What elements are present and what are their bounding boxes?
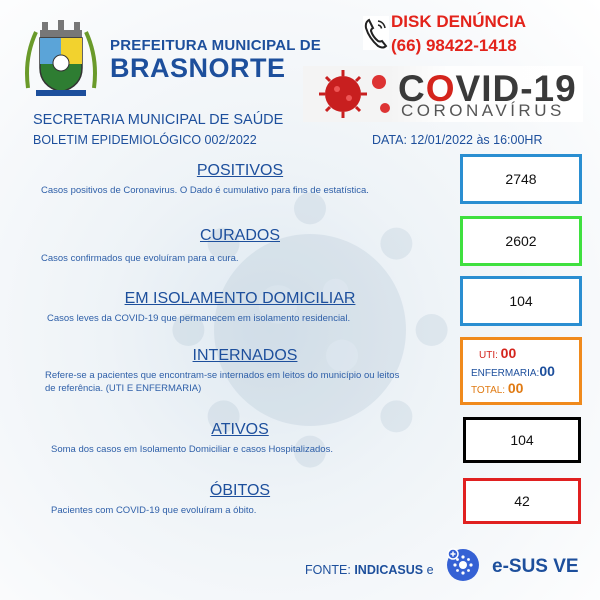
background-virus-illustration [150, 170, 470, 490]
obitos-description: Pacientes com COVID-19 que evoluíram a óbito. [51, 505, 257, 516]
fonte-credit [305, 563, 434, 577]
covid-letter-c: C [398, 68, 426, 109]
total-label: TOTAL: [471, 385, 506, 396]
ativos-title: ATIVOS [211, 421, 269, 438]
fonte-source: INDICASUS [354, 563, 424, 577]
obitos-count-box [463, 478, 581, 524]
esus-ve-label: e-SUS VE [492, 556, 579, 577]
curados-title: CURADOS [199, 227, 280, 244]
uti-value: 00 [500, 345, 517, 361]
isolamento-description: Casos leves da COVID-19 que permanecem em isolamento residencial. [47, 313, 351, 324]
obitos-value: 42 [514, 493, 530, 509]
fonte-and: e [426, 563, 434, 577]
city-name: BRASNORTE [110, 53, 286, 83]
uti-label: UTI: [479, 350, 498, 361]
boletim-label: BOLETIM EPIDEMIOLÓGICO 002/2022 [33, 133, 257, 147]
positivos-description: Casos positivos de Coronavirus. O Dado é cumulativo para fins de estatística. [41, 185, 369, 196]
internados-description: Refere-se a pacientes que encontram-se internados em leitos do município ou leitos de referência. (UTI E ENFERMARIA) [45, 370, 400, 394]
curados-description: Casos confirmados que evoluíram para a cura. [41, 253, 239, 264]
total-value: 00 [507, 380, 524, 396]
municipal-crest-logo [22, 18, 100, 100]
bulletin-date: DATA: 12/01/2022 às 16:00HR [372, 133, 543, 147]
ativos-description: Soma dos casos em Isolamento Domiciliar e casos Hospitalizados. [51, 444, 333, 455]
enfermaria-row [471, 363, 571, 379]
uti-row [471, 345, 571, 361]
positivos-count-box [460, 154, 582, 204]
secretaria-title: SECRETARIA MUNICIPAL DE SAÚDE [33, 112, 284, 128]
prefeitura-label: PREFEITURA MUNICIPAL DE [110, 37, 321, 54]
covid-letter-o: O [425, 68, 456, 109]
phone-icon [363, 16, 389, 50]
curados-value: 2602 [505, 233, 537, 249]
total-row [471, 380, 571, 396]
curados-count-box [460, 216, 582, 266]
disk-denuncia-phone: (66) 98422-1418 [391, 36, 517, 55]
fonte-label: FONTE: [305, 563, 351, 577]
esus-logo-icon [446, 548, 480, 582]
positivos-value: 2748 [505, 171, 537, 187]
isolamento-value: 104 [509, 293, 533, 309]
coronavirus-subtitle: CORONAVÍRUS [401, 101, 565, 120]
isolamento-title: EM ISOLAMENTO DOMICILIAR [124, 290, 356, 307]
ativos-value: 104 [510, 432, 534, 448]
disk-denuncia-title: DISK DENÚNCIA [391, 12, 527, 31]
internados-title: INTERNADOS [192, 347, 298, 364]
isolamento-count-box [460, 276, 582, 326]
positivos-title: POSITIVOS [196, 162, 284, 179]
internados-breakdown-box [460, 337, 582, 405]
ativos-count-box [463, 417, 581, 463]
enfermaria-label: ENFERMARIA: [471, 368, 540, 379]
covid-title-rest: VID-19 [455, 68, 577, 109]
enfermaria-value: 00 [539, 363, 555, 379]
obitos-title: ÓBITOS [209, 482, 271, 499]
